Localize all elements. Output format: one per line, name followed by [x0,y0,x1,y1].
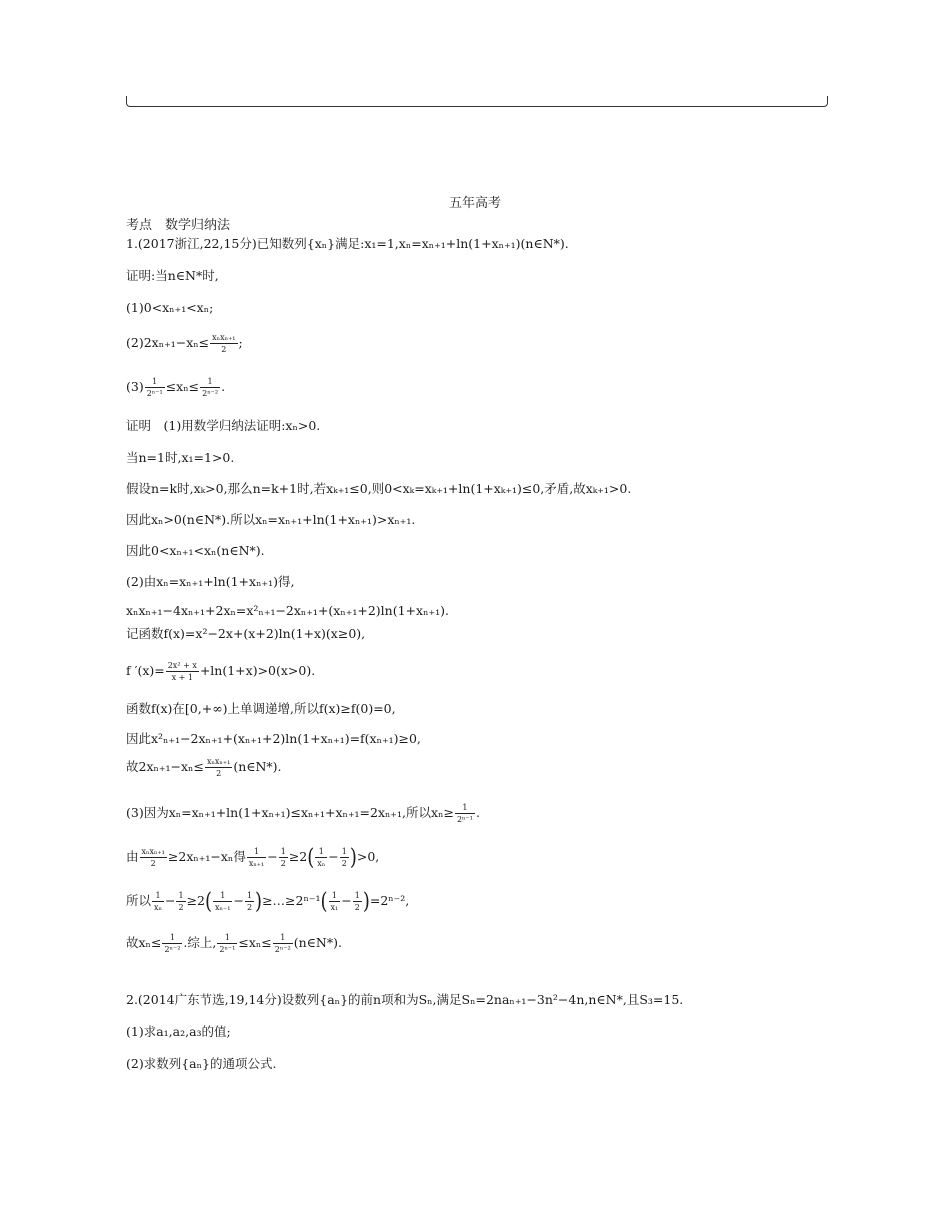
denominator: 2ⁿ⁻² [164,945,181,954]
right-paren: ) [349,843,357,870]
fraction [245,890,254,913]
problem-1-q1: (1)0<xₙ₊₁<xₙ; [126,300,214,315]
text: ≤xₙ≤ [238,935,272,950]
numerator: 1 [246,891,253,900]
numerator: xₙxₙ₊₁ [206,757,231,766]
denominator: 2ⁿ⁻¹ [146,389,163,398]
problem-1-intro: 证明:当n∈N*时, [126,268,219,283]
text: (3) [126,379,144,394]
numerator: xₙxₙ₊₁ [212,333,236,342]
right-paren: ) [255,887,263,914]
proof-line-4: 因此xₙ>0(n∈N*).所以xₙ=xₙ₊₁+ln(1+xₙ₊₁)>xₙ₊₁. [126,512,416,527]
denominator: 2 [354,903,360,912]
text: (n∈N*). [233,759,282,774]
text: (n∈N*). [293,935,342,950]
numerator: 1 [162,932,182,944]
text: ≥2 [186,893,206,908]
text: 故2xₙ₊₁−xₙ≤ [126,759,204,774]
denominator: 2 [246,903,253,912]
proof-line-5: 因此0<xₙ₊₁<xₙ(n∈N*). [126,543,265,558]
problem-2-stem: 2.(2014广东节选,19,14分)设数列{aₙ}的前n项和为Sₙ,满足Sₙ=2naₙ₊₁−3n²−4n,n∈N*,且S₃=15. [126,992,684,1007]
fraction [166,660,199,683]
denominator: x₁ [330,903,339,912]
numerator: 1 [152,890,164,902]
fraction [176,890,185,913]
fraction [353,890,362,913]
fraction [315,846,327,869]
numerator: 1 [455,802,475,814]
denominator: 2ⁿ⁻² [202,389,219,398]
text: . [221,379,226,394]
proof-line-2: 当n=1时,x₁=1>0. [126,450,235,465]
left-paren: ( [307,843,315,870]
denominator: xₙ₋₁ [215,903,231,912]
text: =2ⁿ⁻², [369,893,410,908]
fraction [217,932,237,955]
denominator: xₙ [154,903,162,912]
text: ≥…≥2ⁿ⁻¹ [262,893,321,908]
text: . [475,805,480,820]
proof-line-14 [126,843,380,870]
proof-line-8: 记函数f(x)=x²−2x+(x+2)ln(1+x)(x≥0), [126,626,366,641]
fraction [279,846,288,869]
text: (3)因为xₙ=xₙ₊₁+ln(1+xₙ₊₁)≤xₙ₊₁+xₙ₊₁=2xₙ₊₁,所以xₙ≥ [126,805,454,820]
proof-line-12 [126,756,282,779]
text: 所以 [126,893,152,908]
proof-line-9 [126,660,315,683]
text: ; [238,335,243,350]
fraction [340,846,349,869]
right-paren: ) [362,887,370,914]
fraction [213,890,232,913]
text: − [165,893,176,908]
numerator: 2x² + x [167,661,197,670]
denominator: xₙ [317,859,326,868]
left-paren: ( [320,887,328,914]
proof-line-13 [126,802,480,825]
proof-line-10: 函数f(x)在[0,+∞)上单调递增,所以f(x)≥f(0)=0, [126,701,396,716]
fraction [205,756,232,779]
text: ≥2 [288,849,308,864]
denominator: 2 [341,859,347,868]
denominator: 2ⁿ⁻¹ [456,815,473,824]
problem-1-q3 [126,376,225,399]
section-heading: 考点 数学归纳法 [126,218,231,233]
fraction [145,376,165,399]
text: − [267,849,278,864]
numerator: 1 [213,890,232,902]
fraction [273,932,293,955]
numerator: 1 [145,376,165,388]
proof-line-7: xₙxₙ₊₁−4xₙ₊₁+2xₙ=x²ₙ₊₁−2xₙ₊₁+(xₙ₊₁+2)ln(1+xₙ₊₁). [126,603,449,618]
fraction [162,932,182,955]
numerator: xₙxₙ₊₁ [141,847,165,856]
fraction [200,376,220,399]
denominator: 2 [216,769,222,778]
fraction [247,846,266,869]
denominator: 2ⁿ⁻¹ [219,945,236,954]
numerator: 1 [341,847,347,856]
numerator: 1 [354,891,360,900]
text: − [328,849,339,864]
text: 故xₙ≤ [126,935,162,950]
proof-line-3: 假设n=k时,xₖ>0,那么n=k+1时,若xₖ₊₁≤0,则0<xₖ=xₖ₊₁+ln(1+xₖ₊₁)≤0,矛盾,故xₖ₊₁>0. [126,481,632,496]
text: − [233,893,244,908]
numerator: 1 [200,376,220,388]
denominator: xₙ₊₁ [248,859,265,868]
text: ≤xₙ≤ [165,379,200,394]
text: >0, [356,849,380,864]
text: +ln(1+x)>0(x>0). [199,663,316,678]
text: (2)2xₙ₊₁−xₙ≤ [126,335,210,350]
numerator: 1 [280,847,286,856]
problem-2-q1: (1)求a₁,a₂,a₃的值; [126,1024,231,1039]
text: .综上, [183,935,217,950]
text: 由 [126,849,139,864]
problem-1-stem: 1.(2017浙江,22,15分)已知数列{xₙ}满足:x₁=1,xₙ=xₙ₊₁+ln(1+xₙ₊₁)(n∈N*). [126,236,569,251]
fraction [152,890,164,913]
fraction [210,332,237,355]
fraction [329,890,341,913]
fraction [455,802,475,825]
denominator: 2ⁿ⁻² [274,945,291,954]
proof-line-15 [126,887,410,914]
numerator: 1 [217,932,237,944]
proof-line-1: 证明 (1)用数学归纳法证明:xₙ>0. [126,418,321,433]
left-paren: ( [205,887,213,914]
denominator: x + 1 [171,673,193,682]
proof-line-6: (2)由xₙ=xₙ₊₁+ln(1+xₙ₊₁)得, [126,574,295,589]
page-header-rule [126,96,828,107]
fraction [140,846,167,869]
numerator: 1 [315,846,327,858]
text: f ′(x)= [126,663,165,678]
page-title: 五年高考 [448,196,501,211]
denominator: 2 [150,859,156,868]
denominator: 2 [280,859,286,868]
numerator: 1 [273,932,293,944]
proof-line-16 [126,932,342,955]
proof-line-11: 因此x²ₙ₊₁−2xₙ₊₁+(xₙ₊₁+2)ln(1+xₙ₊₁)=f(xₙ₊₁)≥0, [126,731,421,746]
numerator: 1 [247,846,266,858]
problem-1-q2 [126,332,243,355]
numerator: 1 [178,891,184,900]
denominator: 2 [221,345,227,354]
text: ≥2xₙ₊₁−xₙ得 [167,849,246,864]
problem-2-q2: (2)求数列{aₙ}的通项公式. [126,1056,277,1071]
denominator: 2 [178,903,184,912]
numerator: 1 [329,890,341,902]
text: − [341,893,352,908]
